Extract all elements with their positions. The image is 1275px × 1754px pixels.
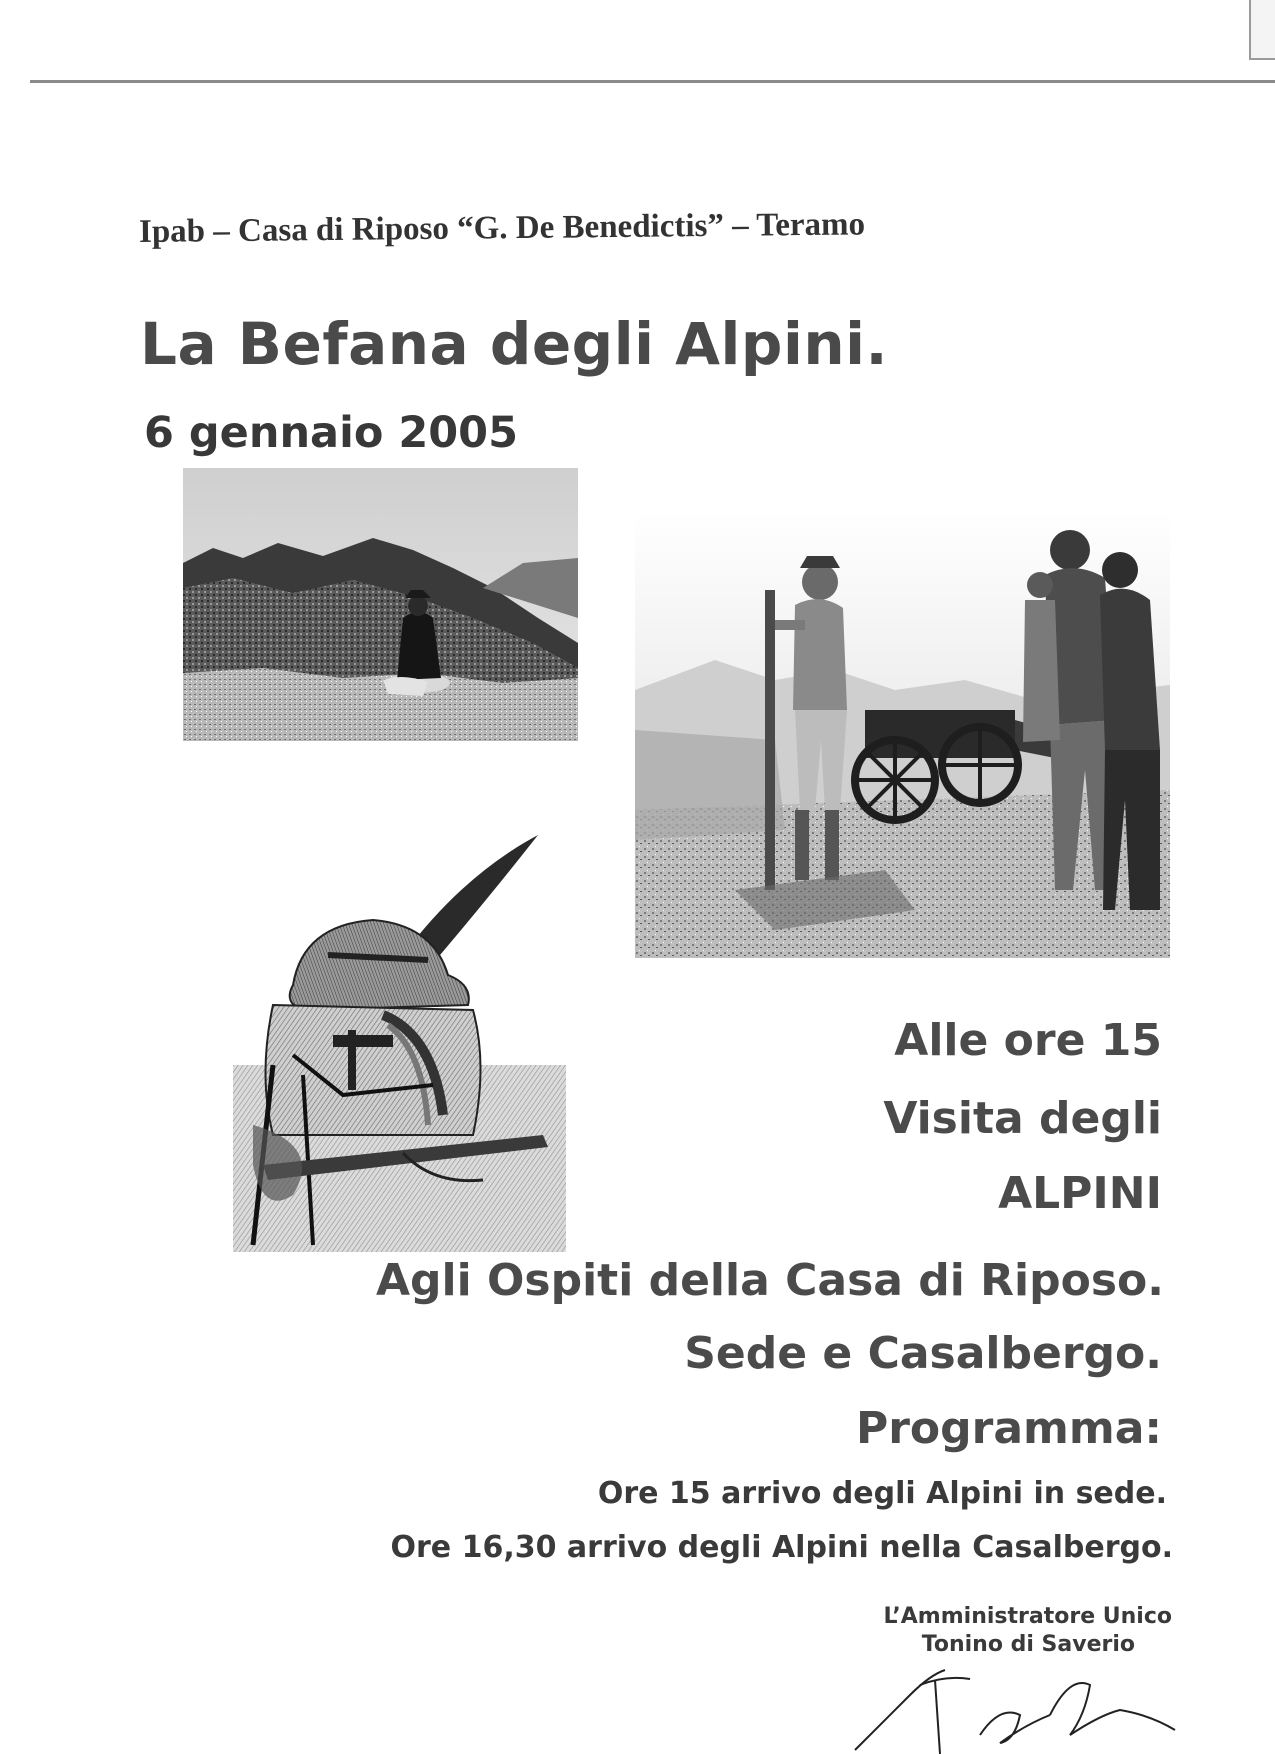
announcement-locations: Sede e Casalbergo. xyxy=(684,1328,1162,1379)
page-corner-edge xyxy=(1249,0,1275,60)
alpini-cannon-photo xyxy=(635,510,1170,958)
handwritten-signature xyxy=(850,1655,1180,1754)
program-heading: Programma: xyxy=(855,1403,1162,1454)
administrator-role: L’Amministratore Unico xyxy=(883,1604,1172,1629)
page-top-rule xyxy=(30,80,1275,83)
alpini-hat-drawing xyxy=(233,835,566,1252)
announcement-time: Alle ore 15 xyxy=(894,1015,1162,1066)
announcement-visit: Visita degli xyxy=(883,1093,1162,1144)
institution-header: Ipab – Casa di Riposo “G. De Benedictis” – Teramo xyxy=(138,206,866,250)
alpine-soldier-photo xyxy=(183,468,578,741)
program-item: Ore 16,30 arrivo degli Alpini nella Casalbergo. xyxy=(390,1530,1173,1565)
administrator-name: Tonino di Saverio xyxy=(921,1632,1135,1657)
event-date: 6 gennaio 2005 xyxy=(144,408,519,458)
announcement-guests: Agli Ospiti della Casa di Riposo. xyxy=(375,1255,1164,1306)
program-item: Ore 15 arrivo degli Alpini in sede. xyxy=(597,1476,1167,1511)
announcement-alpini: ALPINI xyxy=(998,1168,1162,1219)
event-title: La Befana degli Alpini. xyxy=(140,310,889,378)
